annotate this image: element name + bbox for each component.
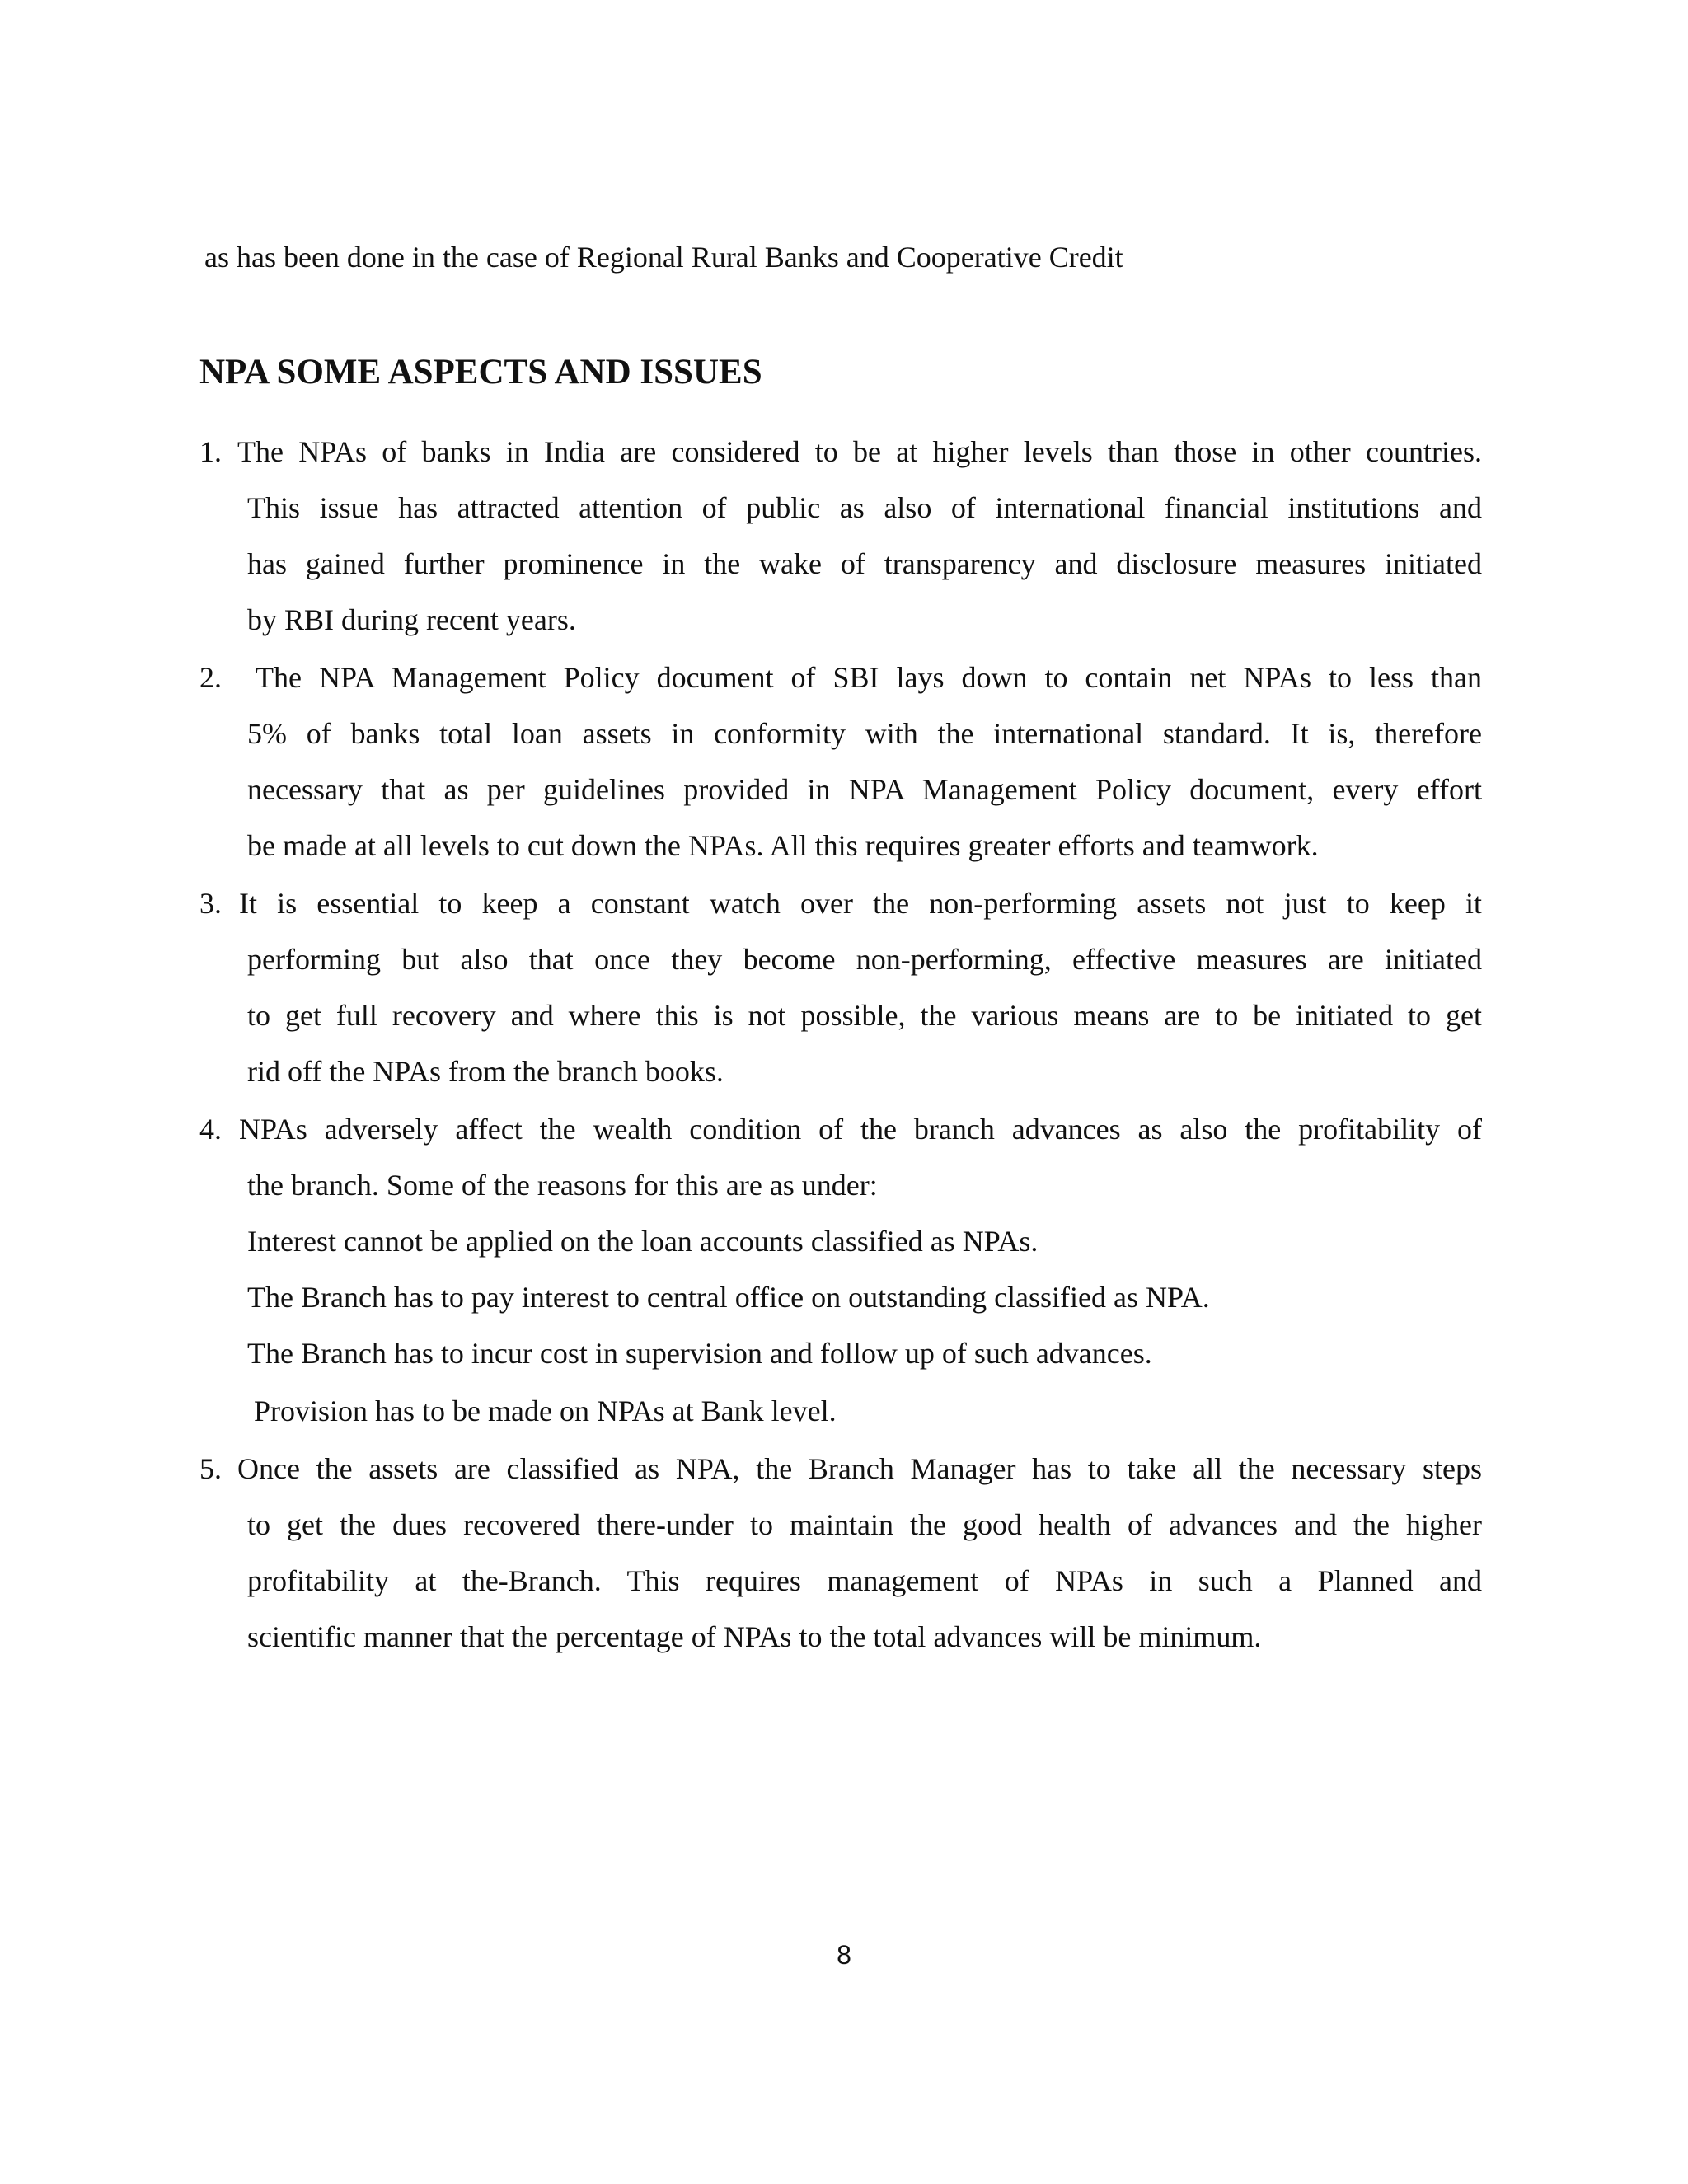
item-marker: 5. [199,1452,222,1485]
item-line: 5% of banks total loan assets in conformity with the international standard. It is, therefore [247,717,1482,750]
item-line: The NPA Management Policy document of SBI lays down to contain net NPAs to less than [256,661,1482,694]
item-line: This issue has attracted attention of public as also of international financial institutions and [247,491,1482,524]
intro-line: as has been done in the case of Regional Rural Banks and Cooperative Credit [204,241,1123,274]
item-line: scientific manner that the percentage of NPAs to the total advances will be minimum. [247,1620,1262,1653]
item-line: necessary that as per guidelines provided in NPA Management Policy document, every effort [247,773,1482,806]
page-number: 8 [837,1940,851,1970]
item-line: The Branch has to incur cost in supervision and follow up of such advances. [247,1337,1152,1370]
item-line: rid off the NPAs from the branch books. [247,1055,724,1088]
section-heading: NPA SOME ASPECTS AND ISSUES [199,353,762,391]
item-line: Interest cannot be applied on the loan accounts classified as NPAs. [247,1225,1039,1258]
item-line: profitability at the-Branch. This requires management of NPAs in such a Planned and [247,1564,1482,1597]
item-line: to get the dues recovered there-under to maintain the good health of advances and the higher [247,1508,1482,1541]
item-line: The Branch has to pay interest to central office on outstanding classified as NPA. [247,1281,1210,1314]
item-marker: 1. [199,435,222,468]
item-line: by RBI during recent years. [247,603,576,636]
item-line: Once the assets are classified as NPA, the Branch Manager has to take all the necessary steps [237,1452,1482,1485]
item-line: The NPAs of banks in India are considered to be at higher levels than those in other countries. [237,435,1482,468]
item-marker: 4. [199,1113,222,1146]
item-line: to get full recovery and where this is not possible, the various means are to be initiated to get [247,999,1482,1032]
item-line: performing but also that once they become non-performing, effective measures are initiated [247,943,1482,976]
item-line: be made at all levels to cut down the NPAs. All this requires greater efforts and teamwork. [247,829,1319,862]
item-line: the branch. Some of the reasons for this are as under: [247,1169,878,1202]
item-marker: 3. [199,887,222,920]
item-marker: 2. [199,661,222,694]
item-line: Provision has to be made on NPAs at Bank level. [254,1394,837,1427]
item-line: NPAs adversely affect the wealth condition of the branch advances as also the profitability of [239,1113,1482,1146]
item-line: has gained further prominence in the wake of transparency and disclosure measures initiated [247,547,1482,580]
item-line: It is essential to keep a constant watch over the non-performing assets not just to keep it [239,887,1482,920]
